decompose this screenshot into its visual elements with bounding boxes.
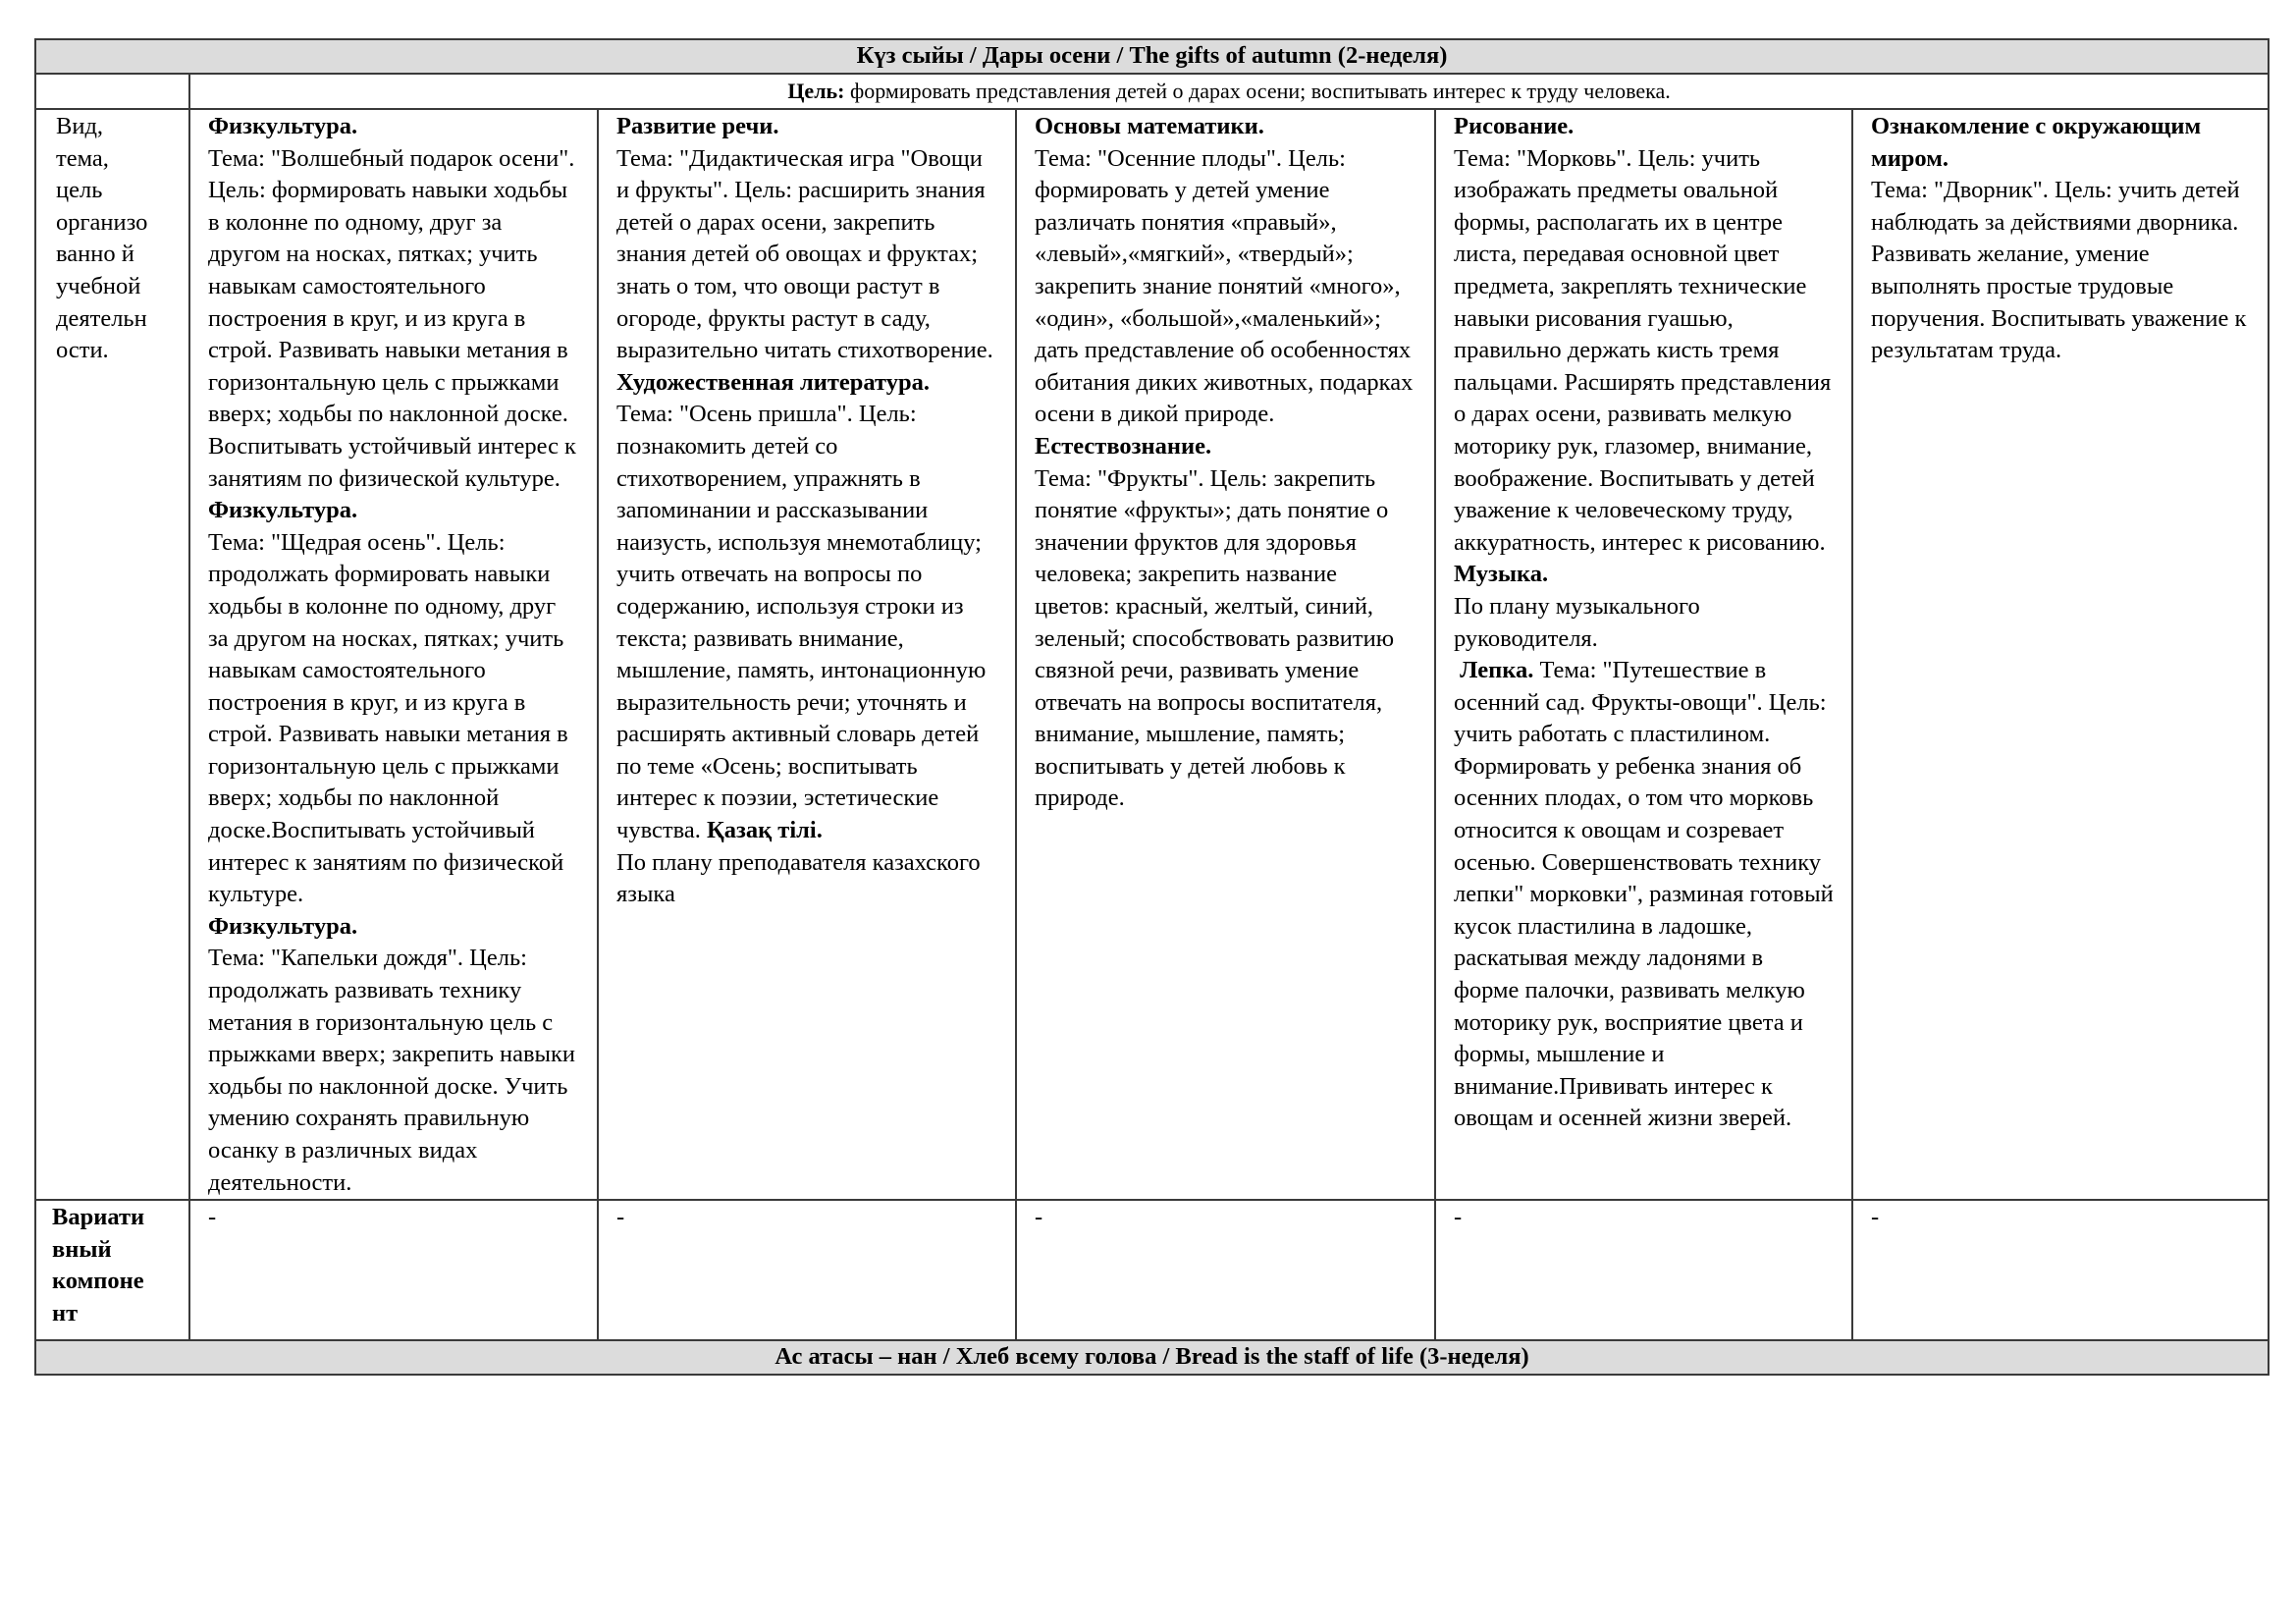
- subject-text: По плану музыкального руководителя.: [1454, 592, 1700, 652]
- subject-heading: Художественная литература.: [616, 368, 930, 396]
- subject-text: Тема: "Фрукты". Цель: закрепить понятие «фрукты»; дать понятие о значении фруктов для здоровья человека; закрепить название цветов: красный, желтый, синий, зеленый; способствовать развитию связной речи, развивать умение отвечать на вопросы воспитателя, внимание, мышление, память; воспитывать у детей любовь к природе.: [1035, 464, 1395, 812]
- row-label-line: ванно й: [56, 241, 134, 268]
- cell-speech-development: [598, 109, 1016, 1200]
- subject-heading: Қазақ тілі.: [706, 817, 823, 844]
- weekly-plan-table: [34, 38, 2269, 1376]
- subject-heading: Естествознание.: [1035, 432, 1212, 460]
- goal-text: формировать представления детей о дарах осени; воспитывать интерес к труду человека.: [844, 78, 1671, 103]
- subject-text: Тема: "Дворник". Цель: учить детей наблюдать за действиями дворника. Развивать желание, умение выполнять простые трудовые поручения. Воспитывать уважение к результатам труда.: [1871, 177, 2247, 364]
- row-label-line: Вид,: [56, 113, 104, 139]
- cell-mathematics: [1016, 109, 1435, 1200]
- week-2-title: Күз сыйы / Дары осени / The gifts of autumn (2-неделя): [35, 39, 2269, 74]
- row-label-line: деятельн: [56, 304, 147, 332]
- subject-heading: Ознакомление с окружающим миром.: [1871, 113, 2202, 172]
- row-label-line: цель: [56, 177, 103, 204]
- goal-label: Цель:: [787, 78, 845, 103]
- variative-cell: -: [1435, 1200, 1852, 1340]
- row-label-line: учебной: [56, 272, 141, 299]
- cell-environment: [1852, 109, 2269, 1200]
- subject-text: Тема: "Волшебный подарок осени". Цель: формировать навыки ходьбы в колонне по одному, друг за другом на носках, пятках; учить навыкам самостоятельного построения в круг, и из круга в строй. Развивать навыки метания в горизонтальную цель с прыжками вверх; ходьбы по наклонной доске. Воспитывать устойчивый интерес к занятиям по физической культуре.: [208, 144, 576, 492]
- subject-text: Тема: "Путешествие в осенний сад. Фрукты-овощи". Цель: учить работать с пластилином. Формировать у ребенка знания об осенних плодах, о том что морковь относится к овощам и созревает осенью. Совершенствовать технику лепки" морковки", разминая готовый кусок пластилина в ладошке, раскатывая между ладонями в форме палочки, развивать мелкую моторику рук, восприятие цвета и формы, мышление и внимание.Прививать интерес к овощам и осенней жизни зверей.: [1454, 657, 1834, 1132]
- subject-text: Тема: "Дидактическая игра "Овощи и фрукты". Цель: расширить знания детей о дарах осени, закрепить знания детей об овощах и фруктах; знать о том, что овощи растут в огороде, фрукты растут в саду, выразительно читать стихотворение.: [616, 144, 993, 364]
- subject-text: По плану преподавателя казахского языка: [616, 848, 981, 908]
- week-goal: [189, 74, 2269, 109]
- row-label-line: нт: [52, 1299, 79, 1326]
- subject-heading: Физкультура.: [208, 113, 358, 139]
- cell-drawing: [1435, 109, 1852, 1200]
- variative-cell: -: [598, 1200, 1016, 1340]
- subject-heading: Физкультура.: [208, 912, 358, 940]
- subject-heading: Рисование.: [1454, 113, 1575, 139]
- row-label-line: организо: [56, 208, 148, 236]
- row-label-line: тема,: [56, 144, 109, 172]
- row-label-line: вный: [52, 1235, 112, 1263]
- variative-cell: -: [189, 1200, 598, 1340]
- variative-cell: -: [1016, 1200, 1435, 1340]
- variative-cell: -: [1852, 1200, 2269, 1340]
- row-label-line: Вариати: [52, 1204, 145, 1231]
- cell-physical-education: [189, 109, 598, 1200]
- subject-text: Тема: "Осенние плоды". Цель: формировать у детей умение различать понятия «правый», «левый»,«мягкий», «твердый»; закрепить знание понятий «много», «один», «большой»,«маленький»; дать представление об особенностях обитания диких животных, подарках осени в дикой природе.: [1035, 144, 1414, 428]
- subject-text: Тема: "Морковь". Цель: учить изображать предметы овальной формы, располагать их в центре листа, передавая основной цвет предмета, закреплять технические навыки рисования гуашью, правильно держать кисть тремя пальцами. Расширять представления о дарах осени, развивать мелкую моторику рук, глазомер, внимание, воображение. Воспитывать у детей уважение к человеческому труду, аккуратность, интерес к рисованию.: [1454, 144, 1832, 556]
- week-3-title: Ас атасы – нан / Хлеб всему голова / Bread is the staff of life (3-неделя): [35, 1340, 2269, 1375]
- subject-text: Тема: "Капельки дождя". Цель: продолжать развивать технику метания в горизонтальную цель с прыжками вверх; закрепить навыки ходьбы по наклонной доске. Учить умению сохранять правильную осанку в различных видах деятельности.: [208, 945, 576, 1196]
- goal-empty-cell: [35, 74, 189, 109]
- subject-heading: Физкультура.: [208, 497, 358, 524]
- row-label-variative: [35, 1200, 189, 1340]
- subject-heading: Основы математики.: [1035, 113, 1264, 139]
- subject-heading: Развитие речи.: [616, 113, 779, 139]
- row-label-line: компоне: [52, 1268, 144, 1295]
- subject-heading: Музыка.: [1454, 561, 1549, 588]
- subject-text: Тема: "Осень пришла". Цель: познакомить детей со стихотворением, упражнять в запоминании и рассказывании наизусть, используя мнемотаблицу; учить отвечать на вопросы по содержанию, используя строки из текста; развивать внимание, мышление, память, интонационную выразительность речи; уточнять и расширять активный словарь детей по теме «Осень; воспитывать интерес к поэзии, эстетические чувства.: [616, 401, 987, 844]
- row-label-activity: [35, 109, 189, 1200]
- row-label-line: ости.: [56, 337, 109, 364]
- subject-heading: Лепка.: [1460, 657, 1534, 684]
- subject-text: Тема: "Щедрая осень". Цель: продолжать формировать навыки ходьбы в колонне по одному, друг за другом на носках, пятках; учить навыкам самостоятельного построения в круг, и из круга в строй. Развивать навыки метания в горизонтальную цель с прыжками вверх; ходьбы по наклонной доске.Воспитывать устойчивый интерес к занятиям по физической культуре.: [208, 528, 568, 908]
